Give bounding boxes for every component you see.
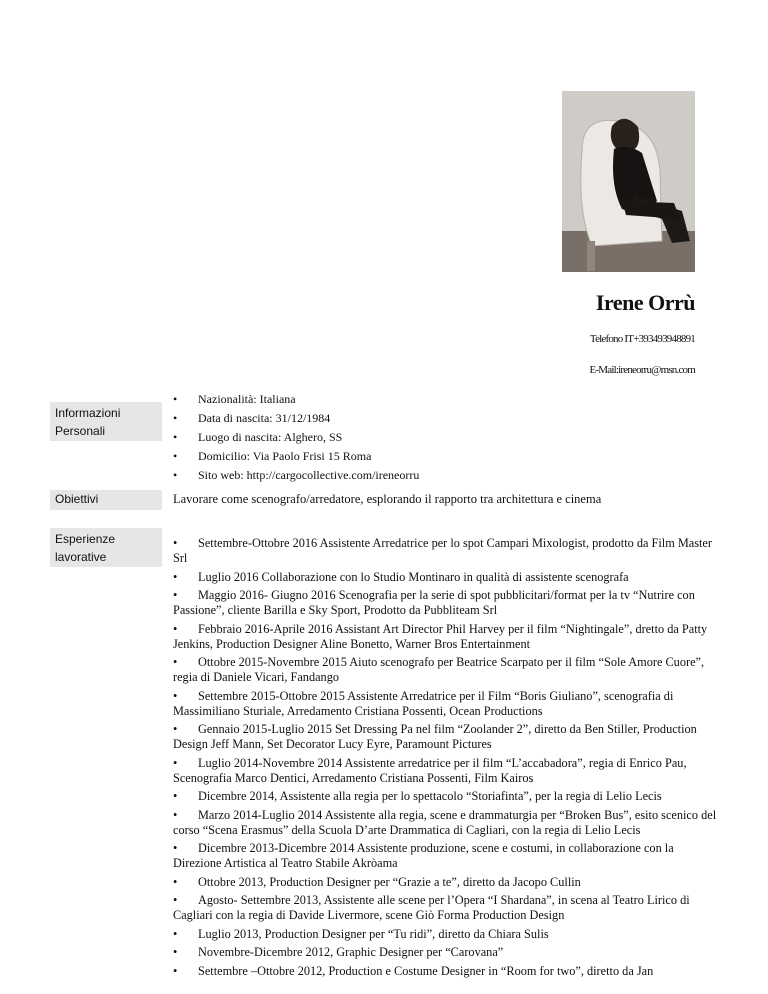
experience-list: [173, 536, 718, 982]
section-label-line: Informazioni: [55, 406, 121, 420]
phone-text: Telefono IT+393493948891: [589, 333, 695, 345]
list-item: • Settembre –Ottobre 2012, Production e Costume Designer in “Room for two”, diretto da Jan: [173, 964, 718, 979]
list-item: • Luogo di nascita: Alghero, SS: [173, 428, 419, 447]
list-item: • Luglio 2014-Novembre 2014 Assistente arredatrice per il film “L’accabadora”, regia di Enrico Pau, Scenografia Marco Dentici, Arredamento Cristiana Possenti, Film Kairos: [173, 756, 718, 786]
list-item: • Sito web: http://cargocollective.com/ireneorru: [173, 466, 419, 485]
list-item: • Dicembre 2014, Assistente alla regia per lo spettacolo “Storiafinta”, per la regia di Lelio Lecis: [173, 789, 718, 804]
list-item: • Luglio 2013, Production Designer per “Tu ridi”, diretto da Chiara Sulis: [173, 927, 718, 942]
list-item: • Febbraio 2016-Aprile 2016 Assistant Art Director Phil Harvey per il film “Nightingale”, dretto da Patty Jenkins, Production Designer Aline Bonetto, Warner Bros Entertainment: [173, 622, 718, 652]
list-item: • Domicilio: Via Paolo Frisi 15 Roma: [173, 447, 419, 466]
list-item: • Settembre 2015-Ottobre 2015 Assistente Arredatrice per il Film “Boris Giuliano”, scenografia di Massimiliano Sturiale, Arredamento Cristiana Possenti, Ocean Productions: [173, 689, 718, 719]
section-label-objectives: Obiettivi: [50, 490, 162, 510]
email-text: E-Mail:ireneorru@msn.com: [589, 364, 695, 376]
list-item: • Maggio 2016- Giugno 2016 Scenografia per la serie di spot pubblicitari/format per la tv “Nutrire con Passione”, cliente Barilla e Sky Sport, Prodotto da Pubbliteam Srl: [173, 588, 718, 618]
list-item: • Marzo 2014-Luglio 2014 Assistente alla regia, scene e drammaturgia per “Broken Bus”, esito scenico del corso “Scena Erasmus” della Scuola D’arte Drammatica di Cagliari, con la regia di Lelio Lecis: [173, 808, 718, 838]
section-label-line: lavorative: [55, 550, 107, 564]
candidate-name: Irene Orrù: [595, 290, 695, 315]
list-item: • Gennaio 2015-Luglio 2015 Set Dressing Pa nel film “Zoolander 2”, diretto da Ben Stiller, Production Design Jeff Mann, Set Decorator Lucy Eyre, Paramount Pictures: [173, 722, 718, 752]
profile-photo: [562, 91, 695, 272]
list-item: • Luglio 2016 Collaborazione con lo Studio Montinaro in qualità di assistente scenografa: [173, 570, 718, 585]
list-item: • Dicembre 2013-Dicembre 2014 Assistente produzione, scene e costumi, in collaborazione con la Direzione Artistica al Teatro Stabile Akròama: [173, 841, 718, 871]
section-label-experience: [50, 528, 162, 567]
list-item: • Agosto- Settembre 2013, Assistente alle scene per l’Opera “I Shardana”, in scena al Teatro Lirico di Cagliari con la regia di Davide Livermore, scene Giò Forma Production Design: [173, 893, 718, 923]
list-item: • Ottobre 2013, Production Designer per “Grazie a te”, diretto da Jacopo Cullin: [173, 875, 718, 890]
list-item: • Nazionalità: Italiana: [173, 390, 419, 409]
list-item: • Novembre-Dicembre 2012, Graphic Designer per “Carovana”: [173, 945, 718, 960]
section-label-line: Esperienze: [55, 532, 116, 546]
section-label-line: Personali: [55, 424, 106, 438]
list-item: • Settembre-Ottobre 2016 Assistente Arredatrice per lo spot Campari Mixologist, prodotto da Film Master Srl: [173, 536, 718, 566]
section-label-personal-info: [50, 402, 162, 441]
list-item: • Ottobre 2015-Novembre 2015 Aiuto scenografo per Beatrice Scarpato per il film “Sole Amore Cuore”, regia di Daniele Vicari, Fandango: [173, 655, 718, 685]
objective-text: Lavorare come scenografo/arredatore, esplorando il rapporto tra architettura e cinema: [173, 492, 602, 506]
personal-info-list: [173, 390, 419, 485]
list-item: • Data di nascita: 31/12/1984: [173, 409, 419, 428]
